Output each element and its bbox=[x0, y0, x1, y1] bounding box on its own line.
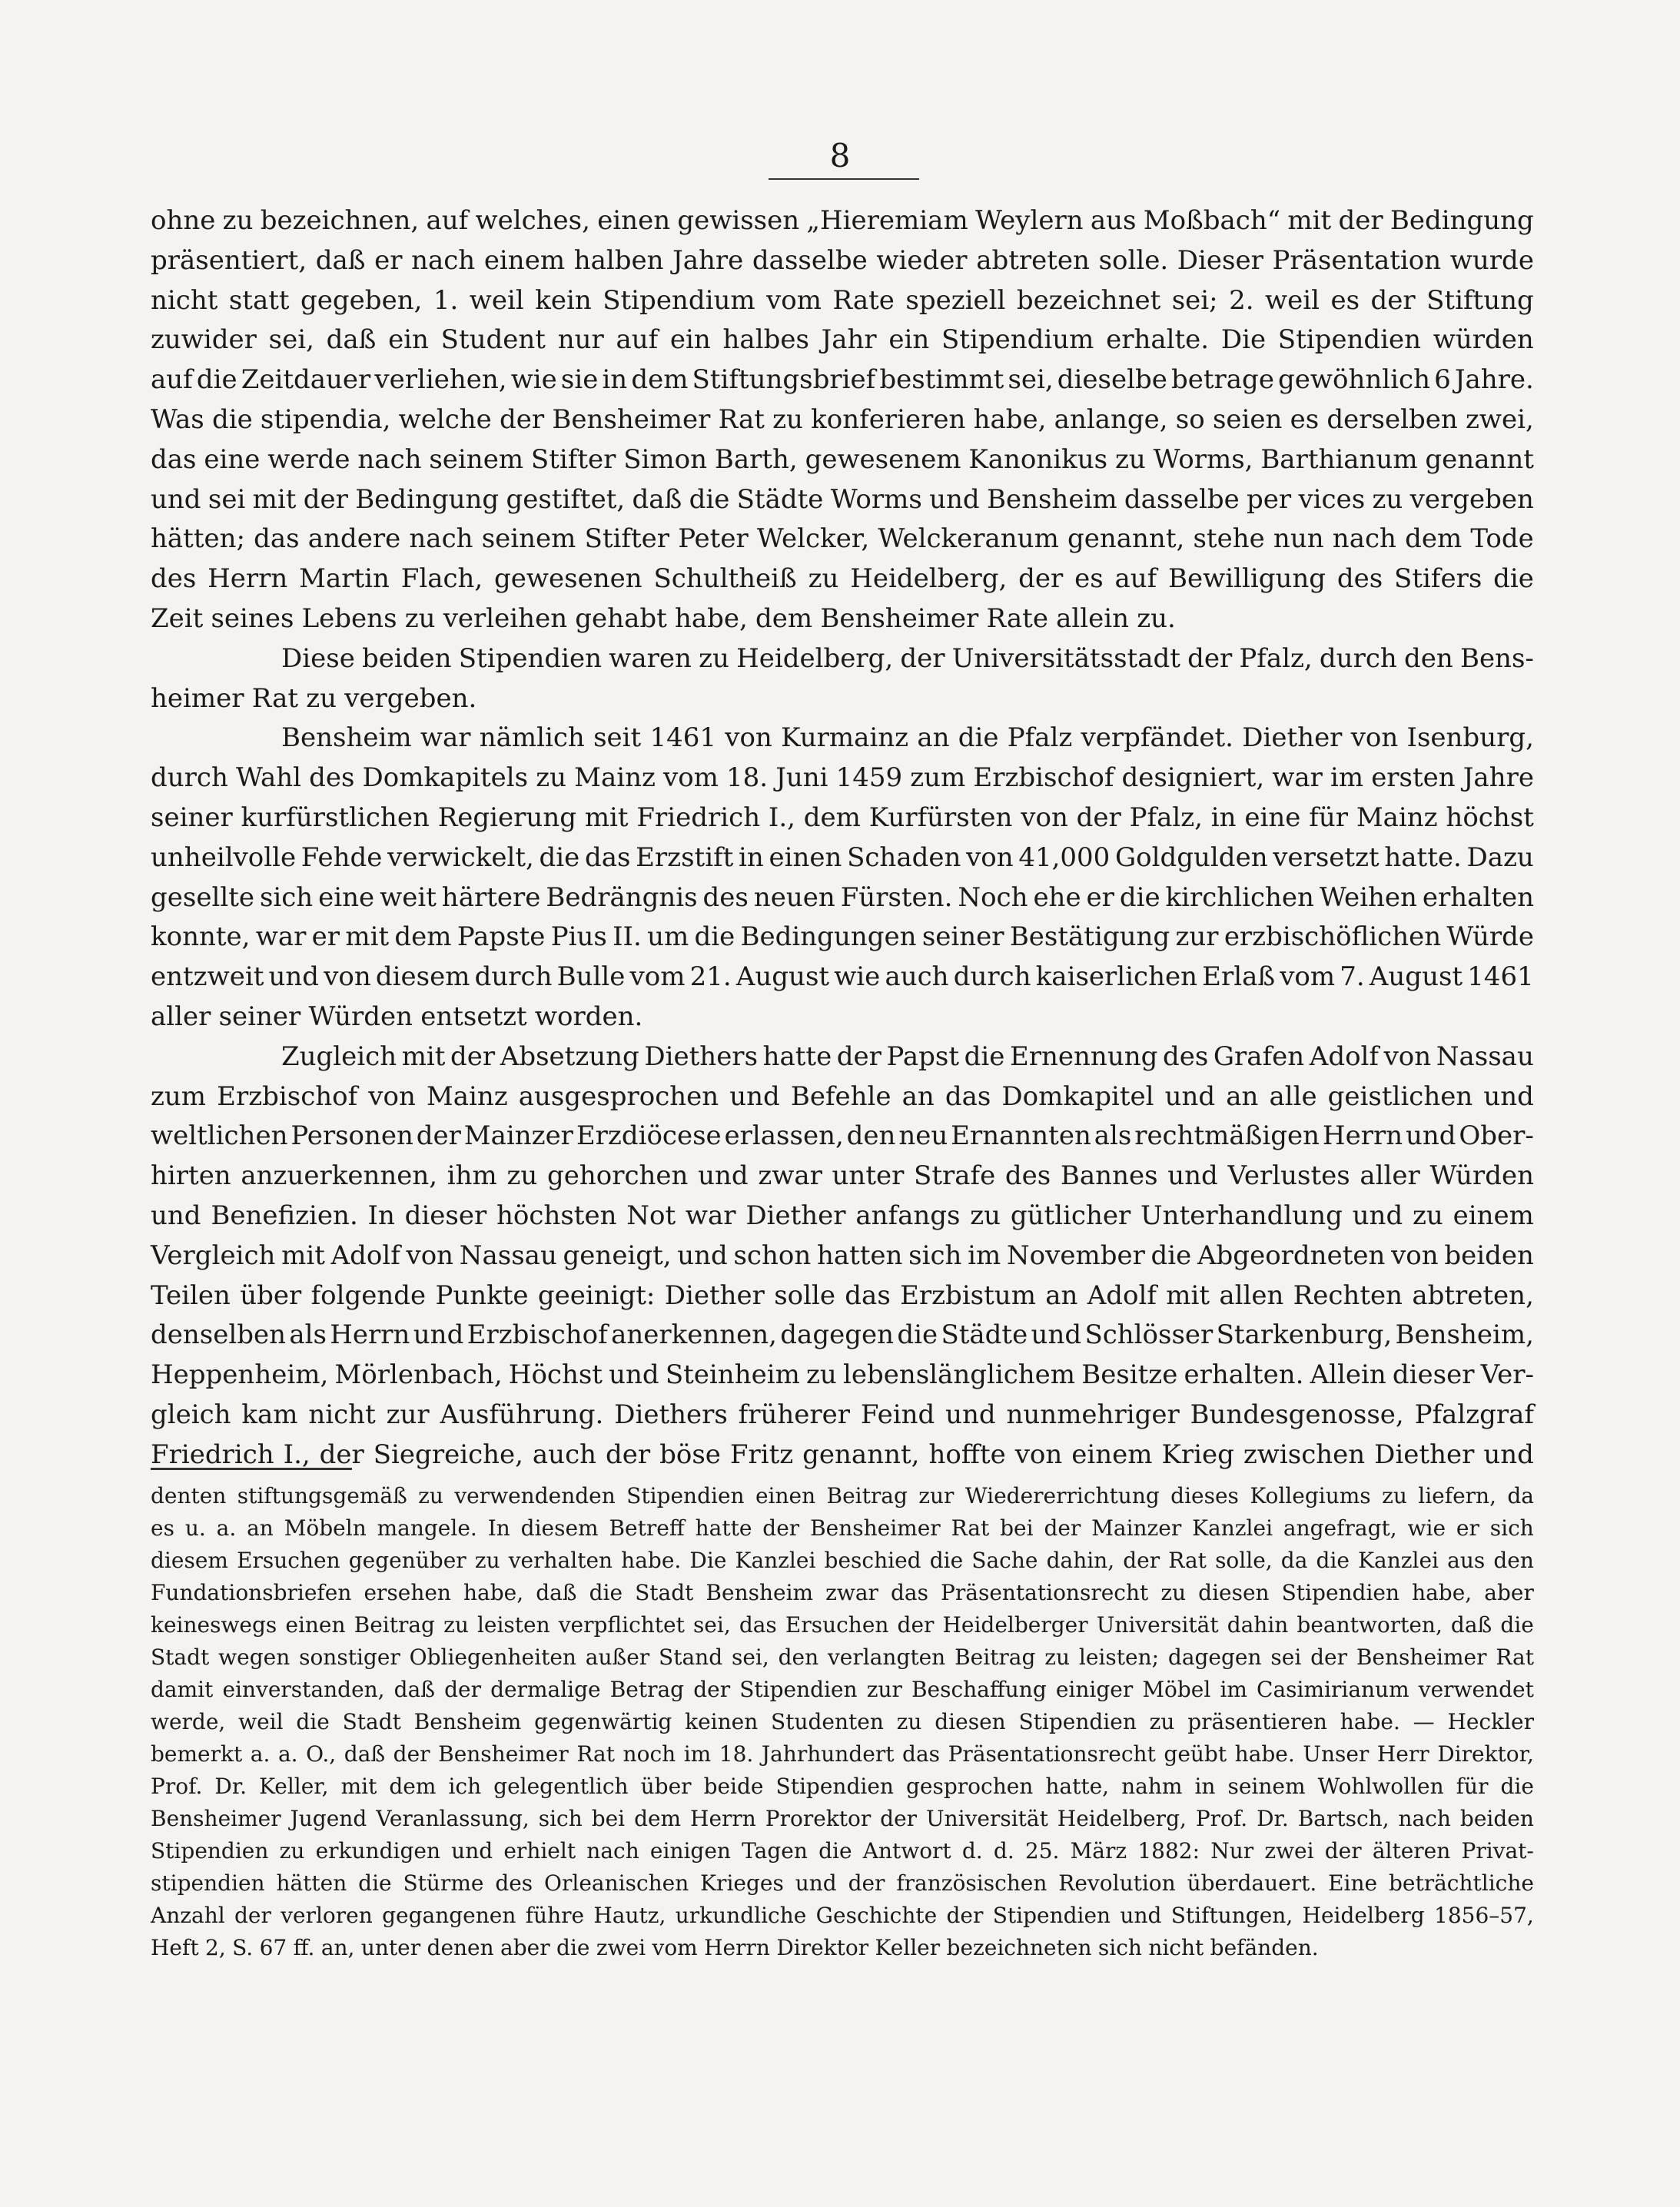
text-line: das eine werde nach seinem Stifter Simon Barth, gewesenem Kanonikus zu Worms, Barthianum genannt bbox=[151, 443, 1534, 475]
text-line: Friedrich I., der Siegreiche, auch der böse Fritz genannt, hoffte von einem Krieg zwischen Diether und bbox=[151, 1439, 1534, 1470]
footnote-line: bemerkt a. a. O., daß der Bensheimer Rat noch im 18. Jahrhundert das Präsentationsrecht geübt habe. Unser Herr Direktor, bbox=[151, 1741, 1534, 1767]
footnote-line: es u. a. an Möbeln mangele. In diesem Betreff hatte der Bensheimer Rat bei der Mainzer Kanzlei angefragt, wie er sich bbox=[151, 1515, 1534, 1541]
text-line: denselben als Herrn und Erzbischof anerkennen, dagegen die Städte und Schlösser Starkenburg, Bensheim, bbox=[151, 1319, 1534, 1351]
text-line: Heppenheim, Mörlenbach, Höchst und Steinheim zu lebenslänglichem Besitze erhalten. Allein dieser Ver- bbox=[151, 1359, 1534, 1391]
text-line: Zeit seines Lebens zu verleihen gehabt habe, dem Bensheimer Rate allein zu. bbox=[151, 602, 1176, 634]
footnote-line: Anzahl der verloren gegangenen führe Hautz, urkundliche Geschichte der Stipendien und Stiftungen, Heidelberg 1856–57, bbox=[151, 1903, 1534, 1928]
footnote-line: keineswegs einen Beitrag zu leisten verpflichtet sei, das Ersuchen der Heidelberger Universität dahin beantworten, daß die bbox=[151, 1612, 1534, 1638]
footnote-line: Stipendien zu erkundigen und erhielt nach einigen Tagen die Antwort d. d. 25. März 1882: Nur zwei der älteren Privat- bbox=[151, 1838, 1534, 1864]
text-line: unheilvolle Fehde verwickelt, die das Erzstift in einen Schaden von 41,000 Goldgulden versetzt hatte. Dazu bbox=[151, 841, 1534, 873]
header-rule bbox=[769, 178, 919, 180]
footnote-line: Heft 2, S. 67 ff. an, unter denen aber die zwei vom Herrn Direktor Keller bezeichneten sich nicht befänden. bbox=[151, 1935, 1319, 1960]
footnote-line: Prof. Dr. Keller, mit dem ich gelegentlich über beide Stipendien gesprochen hatte, nahm in seinem Wohlwollen für die bbox=[151, 1774, 1534, 1799]
text-line: durch Wahl des Domkapitels zu Mainz vom 18. Juni 1459 zum Erzbischof designiert, war im ersten Jahre bbox=[151, 762, 1534, 794]
main-text bbox=[151, 201, 1534, 1475]
text-line: Teilen über folgende Punkte geeinigt: Diether solle das Erzbistum an Adolf mit allen Rechten abtreten, bbox=[151, 1279, 1534, 1311]
text-line: Zugleich mit der Absetzung Diethers hatte der Papst die Ernennung des Grafen Adolf von Nassau bbox=[281, 1040, 1534, 1072]
footnote-line: diesem Ersuchen gegenüber zu verhalten habe. Die Kanzlei beschied die Sache dahin, der Rat solle, da die Kanzlei aus den bbox=[151, 1548, 1534, 1573]
footnote-rule bbox=[151, 1468, 352, 1470]
text-line: und Benefizien. In dieser höchsten Not war Diether anfangs zu gütlicher Unterhandlung und zu einem bbox=[151, 1200, 1534, 1231]
text-line: nicht statt gegeben, 1. weil kein Stipendium vom Rate speziell bezeichnet sei; 2. weil es der Stiftung bbox=[151, 284, 1534, 316]
text-line: konnte, war er mit dem Papste Pius II. um die Bedingungen seiner Bestätigung zur erzbischöflichen Würde bbox=[151, 921, 1534, 953]
text-line: hirten anzuerkennen, ihm zu gehorchen und zwar unter Strafe des Bannes und Verlustes aller Würden bbox=[151, 1160, 1534, 1192]
footnote-line: werde, weil die Stadt Bensheim gegenwärtig keinen Studenten zu diesen Stipendien zu präsentieren habe. — Heckler bbox=[151, 1709, 1534, 1734]
footnote-line: Stadt wegen sonstiger Obliegenheiten außer Stand sei, den verlangten Beitrag zu leisten; dagegen sei der Bensheimer Rat bbox=[151, 1644, 1534, 1670]
text-line: ohne zu bezeichnen, auf welches, einen gewissen „Hieremiam Weylern aus Moßbach“ mit der Bedingung bbox=[151, 205, 1534, 236]
footnote-text bbox=[151, 1480, 1534, 1964]
footnote-line: denten stiftungsgemäß zu verwendenden Stipendien einen Beitrag zur Wiedererrichtung dieses Kollegiums zu liefern, da bbox=[151, 1483, 1534, 1508]
text-line: weltlichen Personen der Mainzer Erzdiöcese erlassen, den neu Ernannten als rechtmäßigen Herrn und Ober- bbox=[151, 1120, 1534, 1152]
text-line: des Herrn Martin Flach, gewesenen Schultheiß zu Heidelberg, der es auf Bewilligung des Stifers die bbox=[151, 563, 1534, 595]
text-line: gleich kam nicht zur Ausführung. Diethers früherer Feind und nunmehriger Bundesgenosse, Pfalzgraf bbox=[151, 1399, 1534, 1430]
footnote-line: Fundationsbriefen ersehen habe, daß die Stadt Bensheim zwar das Präsentationsrecht zu diesen Stipendien habe, aber bbox=[151, 1580, 1534, 1605]
text-line: seiner kurfürstlichen Regierung mit Friedrich I., dem Kurfürsten von der Pfalz, in eine für Mainz höchst bbox=[151, 801, 1534, 833]
footnote-line: stipendien hätten die Stürme des Orleanischen Krieges und der französischen Revolution überdauert. Eine beträchtliche bbox=[151, 1870, 1534, 1896]
text-line: Was die stipendia, welche der Bensheimer Rat zu konferieren habe, anlange, so seien es derselben zwei, bbox=[151, 403, 1534, 435]
text-line: hätten; das andere nach seinem Stifter Peter Welcker, Welckeranum genannt, stehe nun nach dem Tode bbox=[151, 523, 1534, 555]
text-line: aller seiner Würden entsetzt worden. bbox=[151, 1001, 643, 1032]
text-line: Vergleich mit Adolf von Nassau geneigt, und schon hatten sich im November die Abgeordneten von beiden bbox=[151, 1240, 1534, 1271]
page-number: 8 bbox=[829, 137, 851, 174]
text-line: Bensheim war nämlich seit 1461 von Kurmainz an die Pfalz verpfändet. Diether von Isenburg, bbox=[281, 722, 1534, 754]
text-line: auf die Zeitdauer verliehen, wie sie in dem Stiftungsbrief bestimmt sei, dieselbe betrage gewöhnlich 6 Jahre. bbox=[151, 364, 1534, 396]
text-line: gesellte sich eine weit härtere Bedrängnis des neuen Fürsten. Noch ehe er die kirchlichen Weihen erhalten bbox=[151, 881, 1534, 913]
text-line: zuwider sei, daß ein Student nur auf ein halbes Jahr ein Stipendium erhalte. Die Stipendien würden bbox=[151, 324, 1534, 356]
text-line: Diese beiden Stipendien waren zu Heidelberg, der Universitätsstadt der Pfalz, durch den Bens- bbox=[281, 642, 1534, 674]
text-line: präsentiert, daß er nach einem halben Jahre dasselbe wieder abtreten solle. Dieser Präsentation wurde bbox=[151, 244, 1534, 276]
text-line: entzweit und von diesem durch Bulle vom 21. August wie auch durch kaiserlichen Erlaß vom 7. August 1461 bbox=[151, 961, 1534, 993]
footnote-line: Bensheimer Jugend Veranlassung, sich bei dem Herrn Prorektor der Universität Heidelberg, Prof. Dr. Bartsch, nach beiden bbox=[151, 1806, 1534, 1831]
text-line: zum Erzbischof von Mainz ausgesprochen und Befehle an das Domkapitel und an alle geistlichen und bbox=[151, 1080, 1534, 1112]
text-line: heimer Rat zu vergeben. bbox=[151, 682, 477, 714]
footnote-line: damit einverstanden, daß der dermalige Betrag der Stipendien zur Beschaffung einiger Möbel im Casimirianum verwendet bbox=[151, 1677, 1534, 1702]
text-line: und sei mit der Bedingung gestiftet, daß die Städte Worms und Bensheim dasselbe per vices zu vergeben bbox=[151, 483, 1534, 515]
